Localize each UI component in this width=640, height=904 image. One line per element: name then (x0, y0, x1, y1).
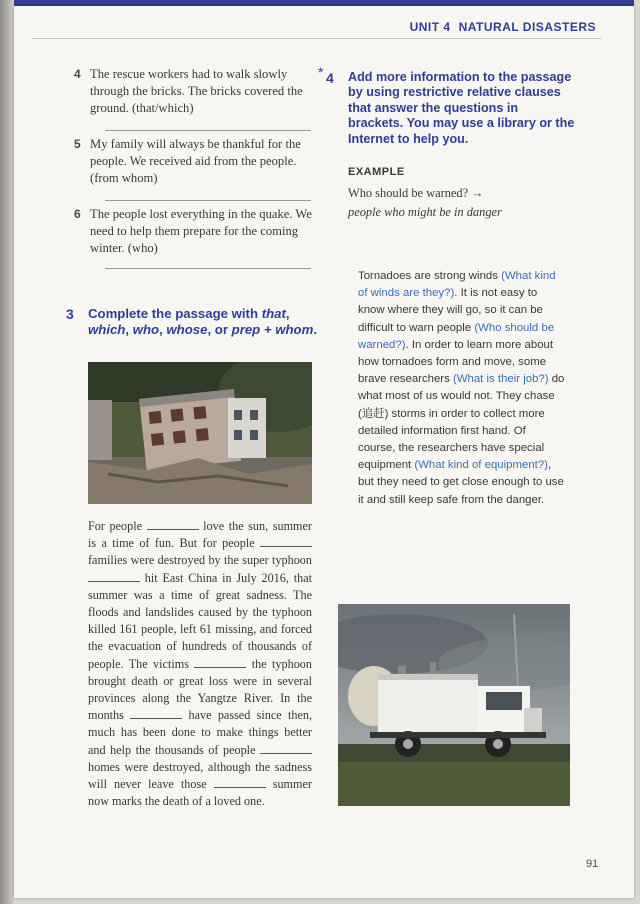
header-rule (32, 38, 602, 39)
storm-chaser-truck-photo (338, 604, 570, 806)
unit-number: UNIT 4 (409, 20, 451, 34)
bracket-question: (Who should be warned?) (358, 321, 555, 351)
section-3-passage (88, 518, 312, 810)
passage-text: For people (88, 519, 147, 533)
item-text: The rescue workers had to walk slowly through the bricks. The bricks covered the ground. (that/which) (90, 67, 303, 115)
passage-text: . In order to learn more about how tornadoes form and move, some brave researchers (358, 338, 554, 386)
book-spine (0, 0, 14, 904)
passage-text: have passed since then, much has been done to make things better and help the thousands of people (88, 708, 312, 757)
title-prefix: Complete the passage with (88, 306, 262, 321)
challenge-star: * (318, 64, 324, 80)
blank-1[interactable] (147, 519, 199, 530)
page-number: 91 (586, 858, 599, 870)
passage-text: homes were destroyed, although the sadness will never leave those (88, 759, 312, 792)
collapsed-building-photo (88, 362, 312, 504)
passage-text: love the sun, summer is a time of fun. But for people (88, 519, 312, 551)
item-number: 4 (74, 67, 81, 81)
exercise-item-6 (74, 206, 312, 257)
blank-7[interactable] (214, 777, 266, 788)
blank-5[interactable] (130, 708, 182, 719)
passage-text: families were destroyed by the super typhoon (88, 553, 312, 568)
item-text: My family will always be thankful for the people. We received aid from the people. (from whom) (90, 137, 301, 185)
example-label: EXAMPLE (348, 166, 405, 178)
word-that: that (261, 306, 286, 321)
answer-line-5[interactable] (105, 200, 311, 201)
bracket-question: (What is their job?) (452, 373, 549, 386)
answer-line-4[interactable] (105, 130, 311, 131)
tornado-passage (358, 268, 566, 509)
example-answer: people who might be in danger (348, 205, 502, 219)
exercise-item-5 (74, 136, 312, 187)
bracket-question: (What kind of equipment?) (414, 459, 548, 472)
passage-text: Tornadoes are strong winds (358, 270, 502, 282)
word-which: which (88, 322, 126, 337)
passage-text: . It is not easy to know where they will go, so it can be difficult to warn people (358, 287, 543, 334)
answer-line-6[interactable] (105, 268, 311, 269)
passage-text: summer now marks the death of a loved one. (88, 777, 312, 809)
blank-3[interactable] (88, 571, 140, 582)
word-prep-whom: prep + whom (231, 322, 314, 337)
section-3-title: Complete the passage with that, which, who, whose, or prep + whom. (88, 306, 318, 337)
passage-text: hit East China in July 2016, that summer was a time of great sadness. The floods and landslides caused by the typhoon killed 161 people, left 61 missing, and forced the evacuation of hundreds of thousands of people. The victims (88, 570, 312, 671)
bracket-question: (What kind of winds are they?) (358, 270, 556, 300)
example-question: Who should be warned? → (348, 186, 484, 200)
blank-2[interactable] (260, 536, 312, 547)
section-4-number: 4 (326, 70, 334, 86)
unit-title: NATURAL DISASTERS (458, 20, 596, 34)
item-number: 6 (74, 207, 81, 221)
passage-text: , but they need to get close enough to use it and still keep safe from the danger. (358, 459, 564, 506)
item-number: 5 (74, 137, 81, 151)
passage-text: the typhoon brought death or great loss were in several provinces along the Yangtze River. In the months (88, 656, 312, 723)
word-who: who (132, 322, 160, 337)
section-3-number: 3 (66, 306, 74, 322)
unit-header (410, 20, 596, 34)
section-4-title: Add more information to the passage by using restrictive relative clauses that answer the questions in brackets. You may use a library or the Internet to help you. (348, 70, 575, 146)
blank-6[interactable] (260, 743, 312, 754)
word-whose: whose (166, 322, 208, 337)
passage-text: do what most of us would not. They chase (追赶) storms in order to collect more detailed information first hand. Of course, the researchers have special equipment (358, 373, 565, 472)
exercise-item-4 (74, 66, 312, 117)
blank-4[interactable] (194, 657, 246, 668)
item-text: The people lost everything in the quake. We need to help them prepare for the coming winter. (who) (90, 207, 312, 255)
